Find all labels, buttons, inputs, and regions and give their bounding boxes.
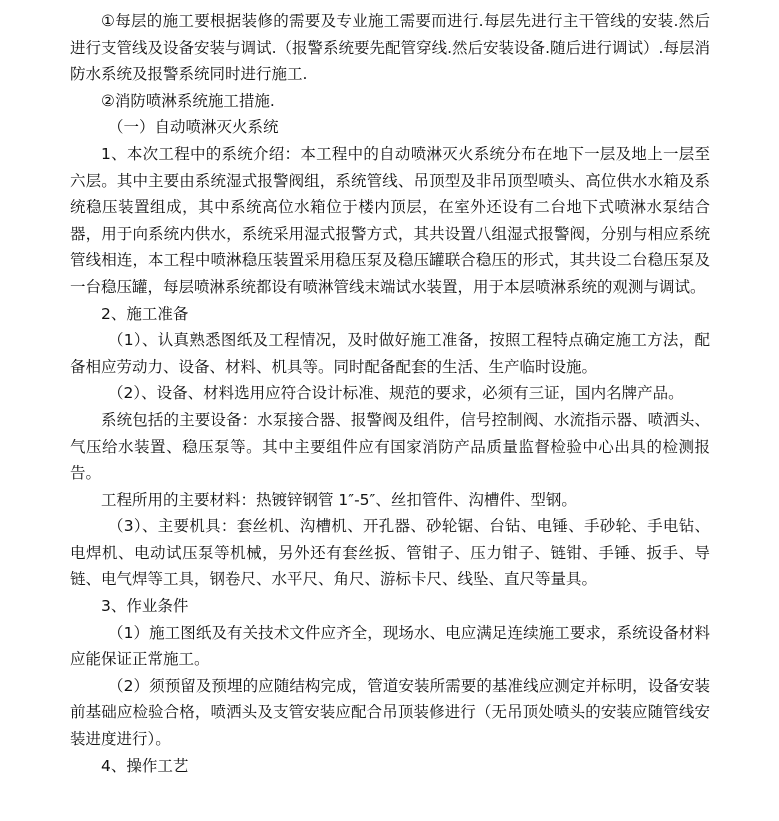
- paragraph-main-tools: （3）、主要机具：套丝机、沟槽机、开孔器、砂轮锯、台钻、电锤、手砂轮、手电钻、电焊机、电动试压泵等机械，另外还有套丝扳、管钳子、压力钳子、链钳、手锤、扳手、导链、电气焊等工具，钢卷尺、水平尺、角尺、游标卡尺、线坠、直尺等量具。: [70, 517, 710, 589]
- paragraph-condition-item-2: （2）须预留及预埋的应随结构完成，管道安装所需要的基准线应测定并标明，设备安装前基础应检验合格，喷洒头及支管安装应配合吊顶装修进行（无吊顶处喷头的安装应随管线安装进度进行）。: [70, 676, 710, 749]
- paragraph-sprinkler-measures: ②消防喷淋系统施工措施.: [101, 91, 275, 110]
- paragraph-prep-item-2: （2）、设备、材料选用应符合设计标准、规范的要求，必须有三证，国内名牌产品。: [108, 384, 684, 403]
- section-heading-auto-sprinkler: （一）自动喷淋灭火系统: [108, 118, 279, 137]
- paragraph-floor-construction: ①每层的施工要根据装修的需要及专业施工需要而进行.每层先进行主干管线的安装.然后进行支管线及设备安装与调试.（报警系统要先配管穿线.然后安装设备.随后进行调试）.每层消防水系统及报警系统同时进行施工.: [70, 12, 710, 84]
- paragraph-condition-item-1: （1）施工图纸及有关技术文件应齐全，现场水、电应满足连续施工要求，系统设备材料应能保证正常施工。: [70, 623, 710, 669]
- paragraph-main-materials: 工程所用的主要材料：热镀锌钢管 1″-5″、丝扣管件、沟槽件、型钢。: [101, 490, 577, 509]
- paragraph-main-equipment: 系统包括的主要设备：水泵接合器、报警阀及组件，信号控制阀、水流指示器、喷洒头、气压给水装置、稳压泵等。其中主要组件应有国家消防产品质量监督检验中心出具的检测报告。: [70, 410, 710, 483]
- heading-work-conditions: 3、作业条件: [101, 597, 189, 616]
- document-page: [70, 8, 710, 779]
- paragraph-system-introduction: 1、本次工程中的系统介绍：本工程中的自动喷淋灭火系统分布在地下一层及地上一层至六层。其中主要由系统湿式报警阀组，系统管线、吊顶型及非吊顶型喷头、高位供水水箱及系统稳压装置组成，其中系统高位水箱位于楼内顶层，在室外还设有二台地下式喷淋水泵结合器，用于向系统内供水，系统采用湿式报警方式，其共设置八组湿式报警阀，分别与相应系统管线相连，本工程中喷淋稳压装置采用稳压泵及稳压罐联合稳压的形式，其共设二台稳压泵及一台稳压罐，每层喷淋系统都设有喷淋管线末端试水装置，用于本层喷淋系统的观测与调试。: [70, 144, 710, 296]
- heading-operation-process: 4、操作工艺: [101, 756, 189, 775]
- heading-construction-preparation: 2、施工准备: [101, 304, 189, 323]
- paragraph-prep-item-1: （1）、认真熟悉图纸及工程情况，及时做好施工准备，按照工程特点确定施工方法，配备相应劳动力、设备、材料、机具等。同时配备配套的生活、生产临时设施。: [70, 331, 710, 376]
